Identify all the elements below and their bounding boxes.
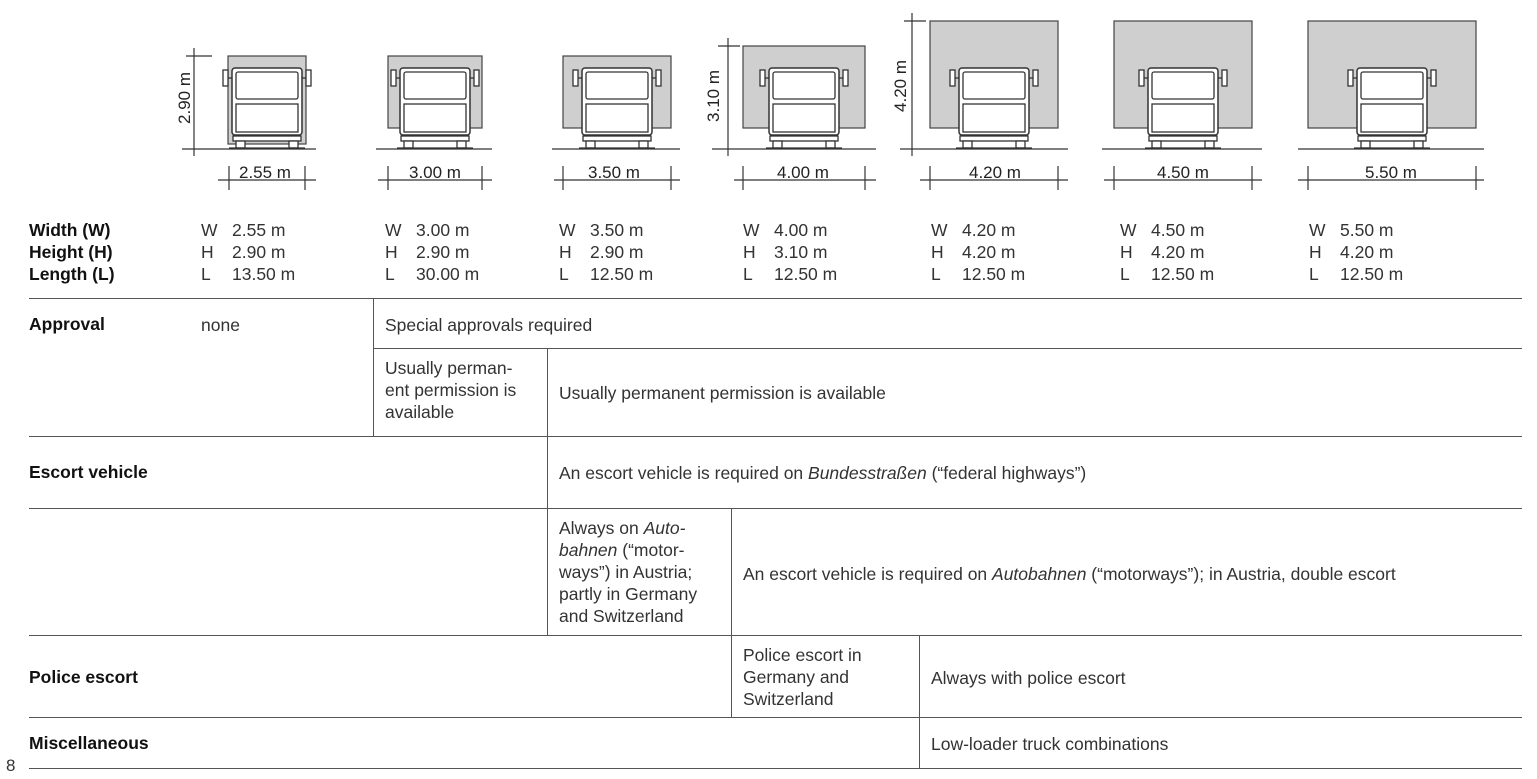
row-label-miscellaneous: Miscellaneous xyxy=(29,733,149,753)
spec-height-value: 4.20 m xyxy=(1340,242,1394,262)
page-number: 8 xyxy=(6,756,16,775)
spec-key-h: H xyxy=(1309,242,1322,262)
autobahn-wide-emphasis: Autobahnen xyxy=(992,564,1087,584)
permission-narrow-line: Usually perman- xyxy=(385,358,513,378)
autobahn-narrow-part: Always on xyxy=(559,518,644,538)
spec-key-w: W xyxy=(385,220,402,240)
autobahn-wide-part: An escort vehicle is required on xyxy=(743,564,993,584)
spec-key-w: W xyxy=(559,220,576,240)
misc-text: Low-loader truck combinations xyxy=(931,734,1169,754)
spec-width-value: 4.50 m xyxy=(1151,220,1205,240)
spec-key-w: W xyxy=(931,220,948,240)
spec-height-value: 2.90 m xyxy=(232,242,286,262)
autobahn-narrow-emphasis: bahnen xyxy=(559,540,618,560)
row-divider xyxy=(373,348,1522,349)
column-divider xyxy=(373,298,374,436)
spec-width-value: 4.00 m xyxy=(774,220,828,240)
police-narrow xyxy=(743,644,862,710)
row-label-escort-vehicle: Escort vehicle xyxy=(29,462,148,482)
spec-width-value: 3.00 m xyxy=(416,220,470,240)
spec-width-value: 4.20 m xyxy=(962,220,1016,240)
spec-key-w: W xyxy=(201,220,218,240)
spec-column-2 xyxy=(385,219,479,285)
row-divider xyxy=(29,298,1522,299)
row-divider xyxy=(29,436,1522,437)
spec-height-value: 3.10 m xyxy=(774,242,828,262)
spec-key-h: H xyxy=(385,242,398,262)
spec-labels xyxy=(29,219,115,285)
spec-key-h: H xyxy=(743,242,756,262)
spec-height-value: 4.20 m xyxy=(962,242,1016,262)
spec-length-value: 12.50 m xyxy=(774,264,838,284)
spec-width-value: 3.50 m xyxy=(590,220,644,240)
spec-length-value: 12.50 m xyxy=(1151,264,1215,284)
row-divider xyxy=(29,635,1522,636)
height-dim-label-5: 4.20 m xyxy=(891,60,910,112)
spec-key-l: L xyxy=(931,264,941,284)
spec-height-value: 2.90 m xyxy=(416,242,470,262)
spec-key-l: L xyxy=(743,264,753,284)
spec-column-6 xyxy=(1120,219,1214,285)
spec-key-w: W xyxy=(1309,220,1326,240)
spec-column-7 xyxy=(1309,219,1403,285)
width-dim-label-6: 4.50 m xyxy=(1157,163,1209,182)
autobahn-narrow-line: and Switzerland xyxy=(559,606,684,626)
spec-column-3 xyxy=(559,219,653,285)
row-divider xyxy=(29,717,1522,718)
height-dim-label-1: 2.90 m xyxy=(175,72,194,124)
spec-height-value: 4.20 m xyxy=(1151,242,1205,262)
width-dim-label-5: 4.20 m xyxy=(969,163,1021,182)
spec-key-l: L xyxy=(1120,264,1130,284)
autobahn-narrow-line: ways”) in Austria; xyxy=(559,562,693,582)
autobahn-narrow-part: (“motor- xyxy=(617,540,685,560)
spec-key-l: L xyxy=(559,264,569,284)
police-narrow-line: Germany and xyxy=(743,667,850,687)
permission-narrow xyxy=(385,357,516,423)
spec-column-4 xyxy=(743,219,837,285)
escort-text-part: An escort vehicle is required on xyxy=(559,463,809,483)
spec-key-w: W xyxy=(1120,220,1137,240)
spec-key-h: H xyxy=(1120,242,1133,262)
spec-label-height: Height (H) xyxy=(29,242,113,262)
column-divider xyxy=(547,348,548,635)
width-dim-label-4: 4.00 m xyxy=(777,163,829,182)
autobahn-wide-part: (“motorways”); in Austria, double escort xyxy=(1086,564,1396,584)
police-wide: Always with police escort xyxy=(931,668,1126,688)
width-dim-label-3: 3.50 m xyxy=(588,163,640,182)
spec-label-width: Width (W) xyxy=(29,220,111,240)
spec-length-value: 13.50 m xyxy=(232,264,296,284)
spec-length-value: 12.50 m xyxy=(962,264,1026,284)
spec-width-value: 5.50 m xyxy=(1340,220,1394,240)
permission-narrow-line: available xyxy=(385,402,455,422)
column-divider xyxy=(731,508,732,717)
spec-key-h: H xyxy=(559,242,572,262)
width-dim-label-2: 3.00 m xyxy=(409,163,461,182)
autobahn-wide xyxy=(743,563,1396,585)
spec-length-value: 12.50 m xyxy=(1340,264,1404,284)
escort-vehicle-text xyxy=(559,462,1086,484)
spec-column-5 xyxy=(931,219,1025,285)
autobahn-narrow xyxy=(559,517,697,627)
spec-length-value: 30.00 m xyxy=(416,264,480,284)
spec-key-l: L xyxy=(385,264,395,284)
escort-text-part: (“federal highways”) xyxy=(926,463,1087,483)
column-divider xyxy=(919,635,920,768)
row-divider xyxy=(29,508,1522,509)
escort-text-emphasis: Bundesstraßen xyxy=(808,463,927,483)
spec-key-l: L xyxy=(1309,264,1319,284)
permission-narrow-line: ent permission is xyxy=(385,380,517,400)
permission-wide: Usually permanent permission is available xyxy=(559,383,886,403)
width-dim-label-7: 5.50 m xyxy=(1365,163,1417,182)
spec-height-value: 2.90 m xyxy=(590,242,644,262)
police-narrow-line: Police escort in xyxy=(743,645,862,665)
approval-special: Special approvals required xyxy=(385,315,593,335)
spec-label-length: Length (L) xyxy=(29,264,115,284)
spec-key-w: W xyxy=(743,220,760,240)
police-narrow-line: Switzerland xyxy=(743,689,834,709)
spec-width-value: 2.55 m xyxy=(232,220,286,240)
spec-key-l: L xyxy=(201,264,211,284)
row-label-police-escort: Police escort xyxy=(29,667,138,687)
spec-key-h: H xyxy=(931,242,944,262)
row-divider xyxy=(29,768,1522,769)
row-label-approval: Approval xyxy=(29,314,105,334)
autobahn-narrow-emphasis: Auto- xyxy=(643,518,686,538)
width-dim-label-1: 2.55 m xyxy=(239,163,291,182)
spec-column-1 xyxy=(201,219,295,285)
autobahn-narrow-line: partly in Germany xyxy=(559,584,698,604)
spec-length-value: 12.50 m xyxy=(590,264,654,284)
approval-none: none xyxy=(201,315,240,335)
height-dim-label-4: 3.10 m xyxy=(704,70,723,122)
spec-key-h: H xyxy=(201,242,214,262)
